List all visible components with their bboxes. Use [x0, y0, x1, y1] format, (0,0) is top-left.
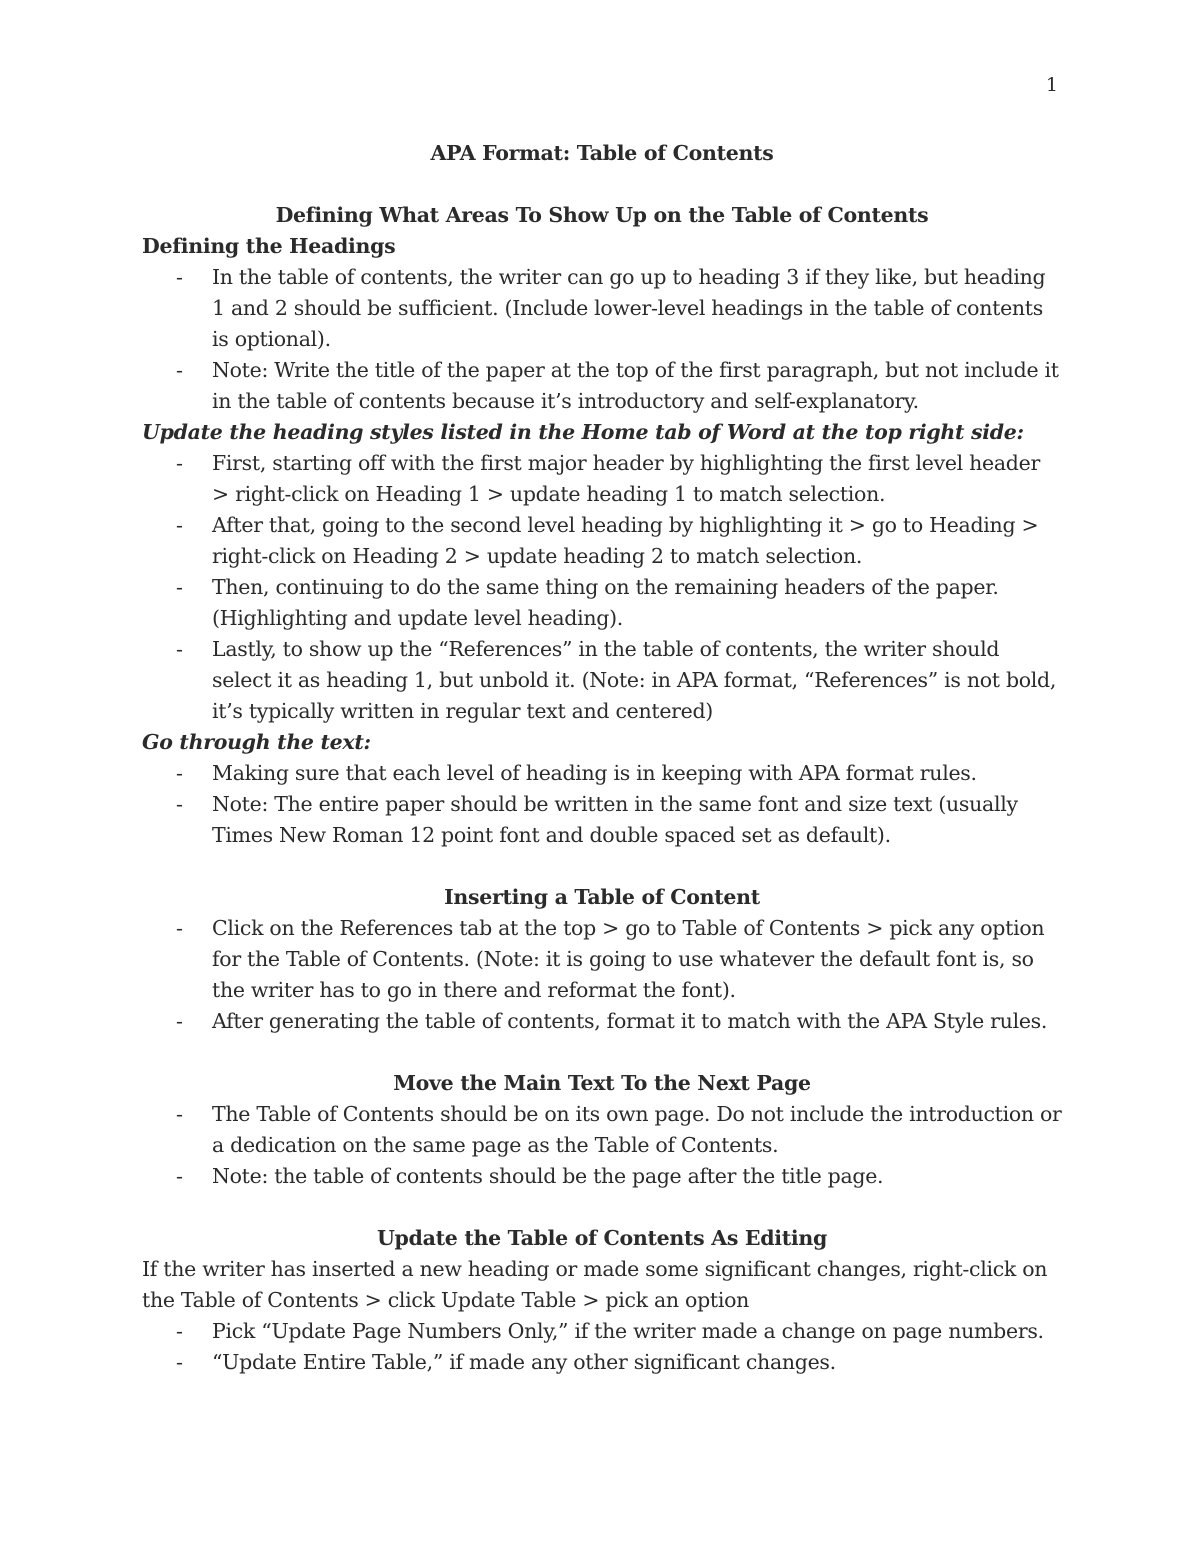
list-item: - After that, going to the second level heading by highlighting it > go to Heading > right-click on Heading 2 > update heading 2 to match selection. [142, 510, 1062, 572]
list-item: - “Update Entire Table,” if made any other significant changes. [142, 1347, 1062, 1378]
dash-bullet: - [176, 575, 183, 599]
dash-bullet: - [176, 792, 183, 816]
list-item: - Note: the table of contents should be the page after the title page. [142, 1161, 1062, 1192]
dash-bullet: - [176, 637, 183, 661]
document-title: APA Format: Table of Contents [430, 141, 774, 165]
spacer [142, 1037, 1062, 1068]
bullet-list [142, 758, 1062, 851]
page-number: 1 [1045, 74, 1058, 96]
list-item: - Making sure that each level of heading is in keeping with APA format rules. [142, 758, 1062, 789]
subheading-go-through-text: Go through the text: [142, 730, 371, 754]
dash-bullet: - [176, 1350, 183, 1374]
dash-bullet: - [176, 358, 183, 382]
list-item: - Pick “Update Page Numbers Only,” if the writer made a change on page numbers. [142, 1316, 1062, 1347]
list-item: - The Table of Contents should be on its own page. Do not include the introduction or a dedication on the same page as the Table of Contents. [142, 1099, 1062, 1161]
bullet-list [142, 1316, 1062, 1378]
dash-bullet: - [176, 451, 183, 475]
dash-bullet: - [176, 916, 183, 940]
subheading-defining-headings: Defining the Headings [142, 234, 396, 258]
list-item: - Click on the References tab at the top > go to Table of Contents > pick any option for the Table of Contents. (Note: it is going to use whatever the default font is, so the writer has to go in there and reformat the font). [142, 913, 1062, 1006]
list-item: - Note: The entire paper should be written in the same font and size text (usually Times New Roman 12 point font and double spaced set as default). [142, 789, 1062, 851]
list-item: - First, starting off with the first major header by highlighting the first level header > right-click on Heading 1 > update heading 1 to match selection. [142, 448, 1062, 510]
dash-bullet: - [176, 1009, 183, 1033]
list-item: - In the table of contents, the writer can go up to heading 3 if they like, but heading 1 and 2 should be sufficient. (Include lower-level headings in the table of contents is optional). [142, 262, 1062, 355]
list-item: - Then, continuing to do the same thing on the remaining headers of the paper. (Highlighting and update level heading). [142, 572, 1062, 634]
subheading-update-heading-styles: Update the heading styles listed in the Home tab of Word at the top right side: [142, 420, 1024, 444]
list-item: - Lastly, to show up the “References” in the table of contents, the writer should select it as heading 1, but unbold it. (Note: in APA format, “References” is not bold, it’s typically written in regular text and centered) [142, 634, 1062, 727]
body-paragraph: If the writer has inserted a new heading or made some significant changes, right-click on the Table of Contents > click Update Table > pick an option [142, 1257, 1048, 1312]
dash-bullet: - [176, 513, 183, 537]
dash-bullet: - [176, 265, 183, 289]
document-body [142, 138, 1062, 1378]
list-item: - Note: Write the title of the paper at the top of the first paragraph, but not include it in the table of contents because it’s introductory and self-explanatory. [142, 355, 1062, 417]
list-item: - After generating the table of contents, format it to match with the APA Style rules. [142, 1006, 1062, 1037]
bullet-list [142, 1099, 1062, 1192]
spacer [142, 1192, 1062, 1223]
section-heading-inserting-toc: Inserting a Table of Content [444, 885, 760, 909]
dash-bullet: - [176, 1319, 183, 1343]
section-heading-move-main-text: Move the Main Text To the Next Page [393, 1071, 811, 1095]
bullet-list [142, 913, 1062, 1037]
dash-bullet: - [176, 1164, 183, 1188]
bullet-list [142, 262, 1062, 417]
dash-bullet: - [176, 1102, 183, 1126]
dash-bullet: - [176, 761, 183, 785]
spacer [142, 851, 1062, 882]
bullet-list [142, 448, 1062, 727]
section-heading-update-toc: Update the Table of Contents As Editing [376, 1226, 828, 1250]
section-heading-defining-areas: Defining What Areas To Show Up on the Table of Contents [275, 203, 929, 227]
